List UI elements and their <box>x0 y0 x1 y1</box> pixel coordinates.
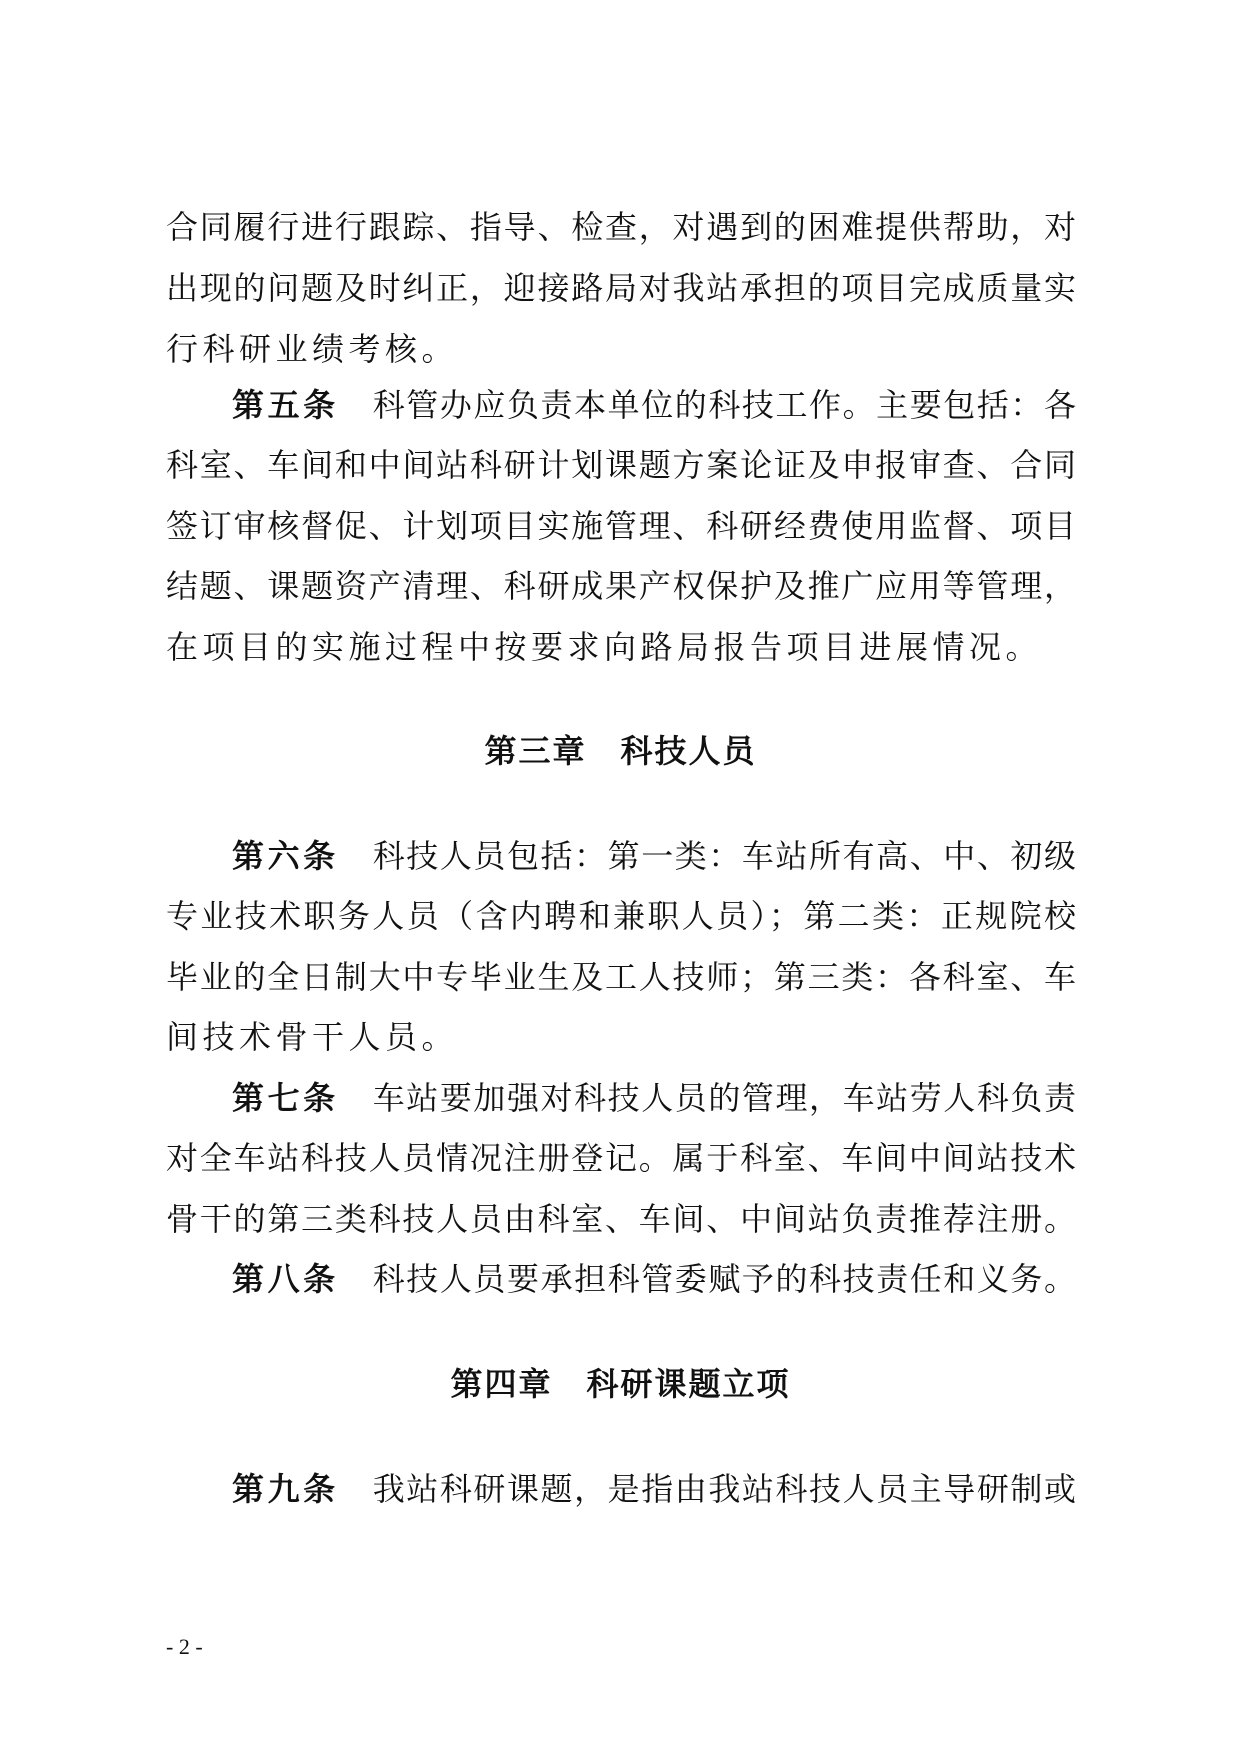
chapter-4-number: 第四章 <box>450 1365 553 1403</box>
article-6-first-line <box>232 823 1076 889</box>
paragraph-line: 对全车站科技人员情况注册登记。属于科室、车间中间站技术 <box>166 1139 1076 1177</box>
article-9-first-line <box>232 1456 1076 1522</box>
chapter-4-title: 科研课题立项 <box>586 1365 791 1403</box>
article-5-first-line <box>232 372 1076 438</box>
paragraph-line: 行科研业绩考核。 <box>166 330 459 368</box>
article-8-first-line <box>232 1246 1076 1312</box>
page-number: - 2 - <box>166 1634 203 1659</box>
chapter-4-heading <box>0 1351 1241 1417</box>
paragraph-line: 结题、课题资产清理、科研成果产权保护及推广应用等管理， <box>166 567 1076 605</box>
paragraph-line: 签订审核督促、计划项目实施管理、科研经费使用监督、项目 <box>166 507 1076 545</box>
chapter-3-heading <box>0 718 1241 784</box>
article-5-text: 科管办应负责本单位的科技工作。主要包括：各 <box>372 386 1076 424</box>
article-7-label: 第七条 <box>232 1079 339 1117</box>
article-6-text: 科技人员包括：第一类：车站所有高、中、初级 <box>372 837 1076 875</box>
paragraph-line: 在项目的实施过程中按要求向路局报告项目进展情况。 <box>166 628 1043 666</box>
paragraph-line: 骨干的第三类科技人员由科室、车间、中间站负责推荐注册。 <box>166 1200 1076 1238</box>
article-7-first-line <box>232 1065 1076 1131</box>
article-5-label: 第五条 <box>232 386 339 424</box>
paragraph-line: 出现的问题及时纠正，迎接路局对我站承担的项目完成质量实 <box>166 269 1076 307</box>
article-6-label: 第六条 <box>232 837 339 875</box>
chapter-3-number: 第三章 <box>484 732 587 770</box>
paragraph-line: 科室、车间和中间站科研计划课题方案论证及申报审查、合同 <box>166 446 1076 484</box>
paragraph-line: 合同履行进行跟踪、指导、检查，对遇到的困难提供帮助，对 <box>166 208 1076 246</box>
paragraph-line: 毕业的全日制大中专毕业生及工人技师；第三类：各科室、车 <box>166 958 1076 996</box>
article-8-label: 第八条 <box>232 1260 339 1298</box>
paragraph-line: 间技术骨干人员。 <box>166 1018 459 1056</box>
article-8-text: 科技人员要承担科管委赋予的科技责任和义务。 <box>372 1260 1076 1298</box>
article-9-label: 第九条 <box>232 1470 339 1508</box>
article-7-text: 车站要加强对科技人员的管理，车站劳人科负责 <box>372 1079 1076 1117</box>
paragraph-line: 专业技术职务人员（含内聘和兼职人员）；第二类：正规院校 <box>166 897 1076 935</box>
chapter-3-title: 科技人员 <box>620 732 757 770</box>
article-9-text: 我站科研课题，是指由我站科技人员主导研制或 <box>372 1470 1076 1508</box>
